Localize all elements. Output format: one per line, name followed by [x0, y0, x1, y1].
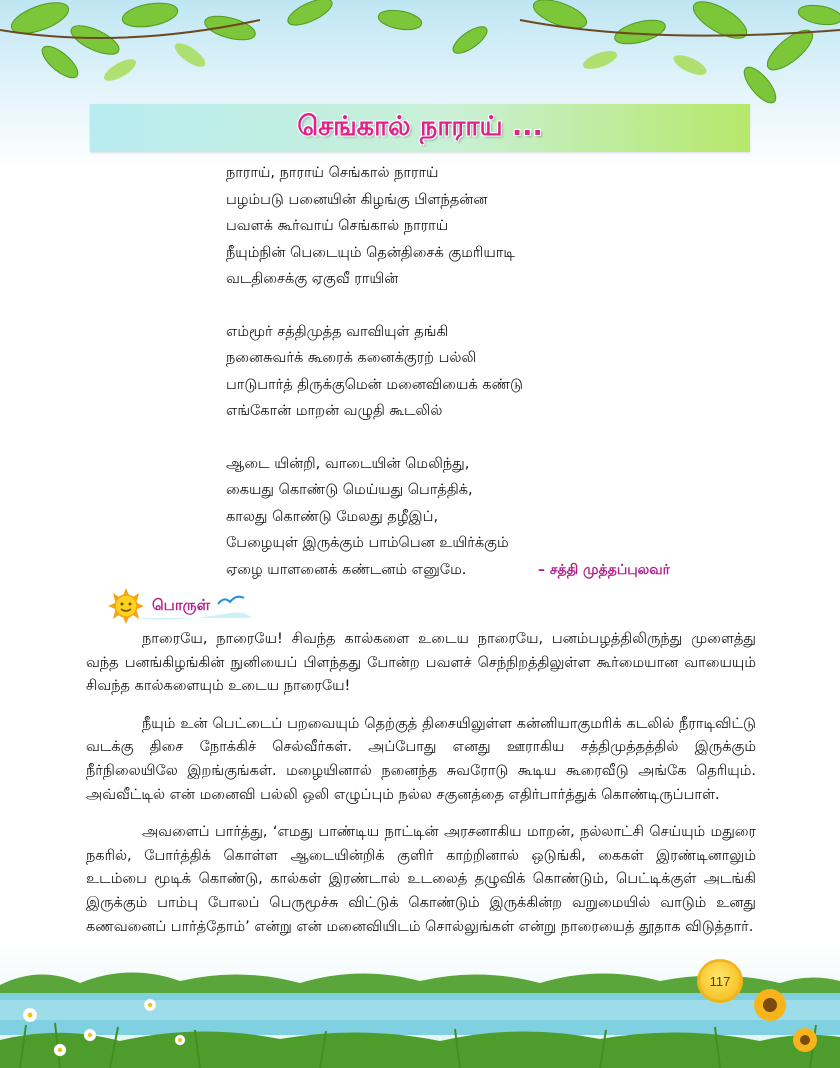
- smiling-sun-icon: [106, 588, 146, 624]
- poem-line: பவளக் கூர்வாய் செங்கால் நாராய்: [226, 218, 449, 234]
- meaning-paragraph: நீயும் உன் பெட்டைப் பறவையும் தெற்குத் திசையிலுள்ள கன்னியாகுமரிக் கடலில் நீராடிவிட்டு வடக்கு திசை நோக்கிச் செல்வீர்கள். அப்போது எனது ஊராகிய சத்திமுத்தத்தில் இருக்கும் நீர்நிலையிலே இறங்குங்கள். மழையினால் நனைந்த சுவரோடு கூடிய கூரைவீடு அங்கே தெரியும். அவ்வீட்டில் என் மனைவி பல்லி ஒலி எழுப்பும் நல்ல சகுனத்தை எதிர்பார்த்துக் கொண்டிருப்பாள்.: [86, 715, 756, 803]
- title-banner: [90, 104, 750, 152]
- poem-author: – சத்தி முத்தப்புலவர்: [537, 562, 670, 578]
- poem-line: பேழையுள் இருக்கும் பாம்பென உயிர்க்கும்: [226, 535, 509, 551]
- stanza: [226, 160, 656, 293]
- stanza: [226, 319, 656, 425]
- poem-line: கையது கொண்டு மெய்யது பொத்திக்,: [226, 482, 473, 498]
- poem-line: எம்மூர் சத்திமுத்த வாவியுள் தங்கி: [226, 323, 449, 340]
- poem-line: எங்கோன் மாறன் வழுதி கூடலில்: [226, 403, 443, 419]
- poem-line: ஆடை யின்றி, வாடையின் மெலிந்து,: [226, 455, 470, 472]
- poem-line: நாராய், நாராய் செங்கால் நாராய்: [226, 165, 439, 181]
- poem-line: பழம்படு பனையின் கிழங்கு பிளந்தன்ன: [226, 191, 488, 208]
- porul-label: பொருள்: [152, 596, 211, 614]
- poem-line: நீயும்நின் பெடையும் தென்திசைக் குமரியாடி: [226, 244, 515, 261]
- porul-heading: [104, 588, 254, 624]
- poem-line: நனைசுவர்க் கூரைக் கனைக்குரற் பல்லி: [226, 350, 477, 366]
- page-title: செங்கால் நாராய் ...: [297, 110, 543, 142]
- leaf-canopy: [0, 0, 840, 110]
- poem: [226, 160, 656, 609]
- poem-line: பாடுபார்த் திருக்குமென் மனைவியைக் கண்டு: [226, 376, 523, 393]
- meaning-text: [86, 628, 756, 953]
- meaning-paragraph: அவளைப் பார்த்து, ‘எமது பாண்டிய நாட்டின் அரசனாகிய மாறன், நல்லாட்சி செய்யும் மதுரை நகரில், போர்த்திக் கொள்ள ஆடையின்றிக் குளிர் காற்றினால் ஒடுங்கி, கைகள் இரண்டினாலும் உடம்பை மூடிக் கொண்டு, கால்கள் இரண்டால் உடலைத் தழுவிக் கொண்டும், பெட்டிக்குள் அடங்கி இருக்கும் பாம்பு போலப் பெருமூச்சு விட்டுக் கொண்டும் இருக்கின்ற வறுமையில் வாடும் உனது கணவனைப் பார்த்தோம்’ என்று என் மனைவியிடம் சொல்லுங்கள் என்று நாரையைத் தூதாக விடுத்தார்.: [86, 824, 756, 935]
- poem-line: காலது கொண்டு மேலது தழீஇப்,: [226, 508, 439, 525]
- meaning-paragraph: நாரையே, நாரையே! சிவந்த கால்களை உடைய நாரையே, பனம்பழத்திலிருந்து முளைத்து வந்த பனங்கிழங்கின் நுனியைப் பிளந்தது போன்ற பவளச் செந்நிறத்திலுள்ள கூர்மையான வாயையும் சிவந்த கால்களையும் உடைய நாரையே!: [86, 631, 756, 695]
- poem-line: ஏழை யாளனைக் கண்டனம் எனுமே.: [226, 561, 467, 578]
- bird-icon: [216, 592, 246, 612]
- page-number: 117: [700, 962, 740, 1000]
- poem-line: வடதிசைக்கு ஏகுவீ ராயின்: [226, 271, 399, 287]
